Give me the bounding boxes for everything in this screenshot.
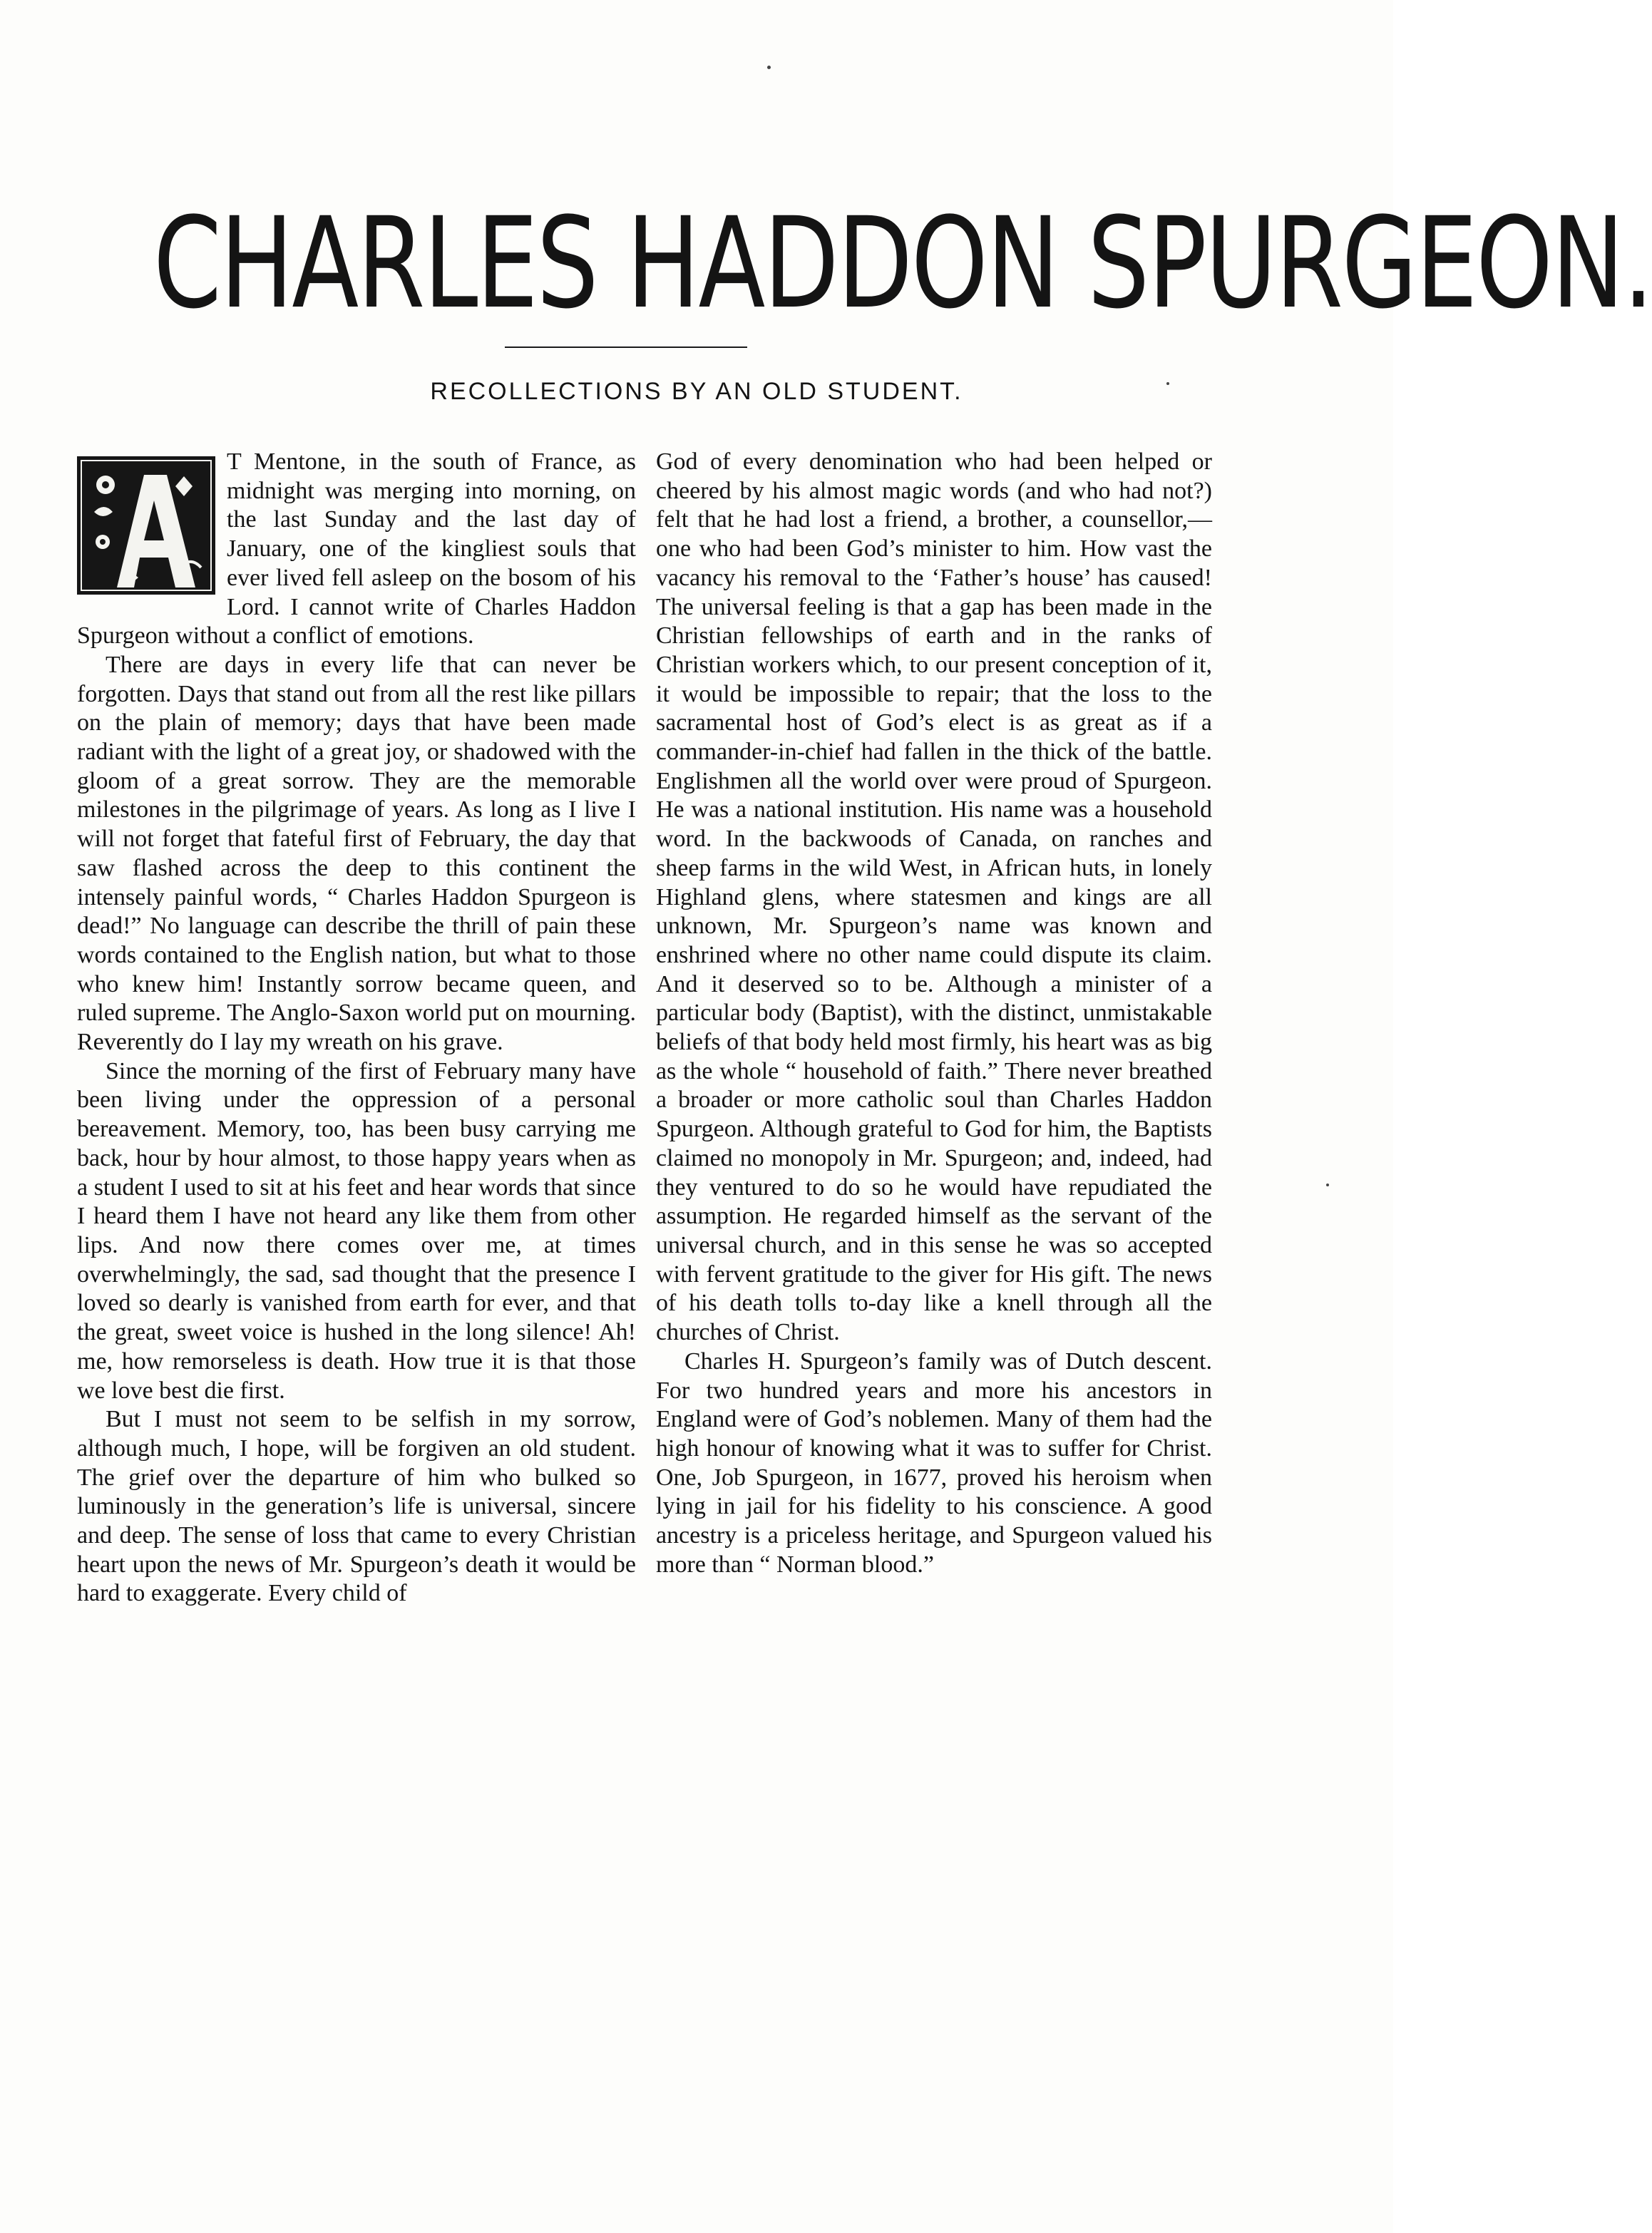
article-subtitle: RECOLLECTIONS BY AN OLD STUDENT.: [430, 378, 963, 405]
paragraph: T Mentone, in the south of France, as midnight was merging into morning, on the last Sunday and the last day of January, one of the kingliest souls that ever lived fell asleep on the bosom of his Lord. I cannot write of Charles Haddon Spurgeon without a conflict of emotions.: [77, 448, 636, 650]
paragraph: But I must not seem to be selfish in my sorrow, although much, I hope, will be forgiven an old student. The grief over the departure of him who bulked so luminously in the generation’s life is universal, sincere and deep. The sense of loss that came to every Christian heart upon the news of Mr. Spurgeon’s death it would be hard to exaggerate. Every child of: [77, 1406, 636, 1607]
print-speck: [767, 66, 771, 69]
paragraph: There are days in every life that can never be forgotten. Days that stand out from all the rest like pillars on the plain of memory; days that have been made radiant with the light of a great joy, or shadowed with the gloom of a great sorrow. They are the memorable milestones in the pilgrimage of years. As long as I live I will not forget that fateful first of February, the day that saw flashed across the deep to this continent the intensely painful words, “ Charles Haddon Spurgeon is dead!” No language can describe the thrill of pain these words contained to the English nation, but what to those who knew him! Instantly sorrow became queen, and ruled supreme. The Anglo-Saxon world put on mourning. Reverently do I lay my wreath on his grave.: [77, 651, 636, 1056]
paragraph: Charles H. Spurgeon’s family was of Dutch descent. For two hundred years and more his ancestors in England were of God’s noblemen. Many of them had the high honour of knowing what it was to suffer for Christ. One, Job Spurgeon, in 1677, proved his heroism when lying in jail for his fidelity to his conscience. A good ancestry is a priceless heritage, and Spurgeon valued his more than “ Norman blood.”: [656, 1348, 1212, 1578]
paragraph: God of every denomination who had been helped or cheered by his almost magic words (and who had not?) felt that he had lost a friend, a brother, a counsellor,—one who had been God’s minister to him. How vast the vacancy his removal to the ‘Father’s house’ has caused! The universal feeling is that a gap has been made in the Christian fellowships of earth and in the ranks of Christian workers which, to our present conception of it, it would be impossible to repair; that the loss to the sacramental host of God’s elect is as great as if a commander-in-chief had fallen in the thick of the battle. Englishmen all the world over were proud of Spurgeon. He was a national institution. His name was a household word. In the backwoods of Canada, on ranches and sheep farms in the wild West, in African huts, in lonely Highland glens, where statesmen and kings are all unknown, Mr. Spurgeon’s name was known and enshrined where no other name could dispute its claim. And it deserved so to be. Although a minister of a particular body (Baptist), with the distinct, unmistakable beliefs of that body held most firmly, his heart was as big as the whole “ household of faith.” There never breathed a broader or more catholic soul than Charles Haddon Spurgeon. Although grateful to God for him, the Baptists claimed no monopoly in Mr. Spurgeon; and, indeed, had they ventured to do so he would have repudiated the assumption. He regarded himself as the servant of the universal church, and in this sense he was so accepted with fervent gratitude to the giver for His gift. The news of his death tolls to-day like a knell through all the churches of Christ.: [656, 448, 1212, 1346]
left-column: [77, 448, 636, 1608]
paragraph: Since the morning of the first of February many have been living under the oppression of a personal bereavement. Memory, too, has been busy carrying me back, hour by hour almost, to those happy years when as a student I used to sit at his feet and hear words that since I heard them I have not heard any like them from other lips. And now there comes over me, at times overwhelmingly, the sad, sad thought that the presence I loved so dearly is vanished from earth for ever, and that the great, sweet voice is hushed in the long silence! Ah! me, how remorseless is death. How true it is that those we love best die first.: [77, 1057, 636, 1404]
article-title: CHARLES HADDON SPURGEON.: [153, 190, 1652, 337]
title-rule: [505, 346, 747, 348]
ornamental-initial-a-icon: [77, 456, 215, 595]
print-speck: [1326, 1184, 1329, 1186]
right-column: [656, 448, 1212, 1579]
